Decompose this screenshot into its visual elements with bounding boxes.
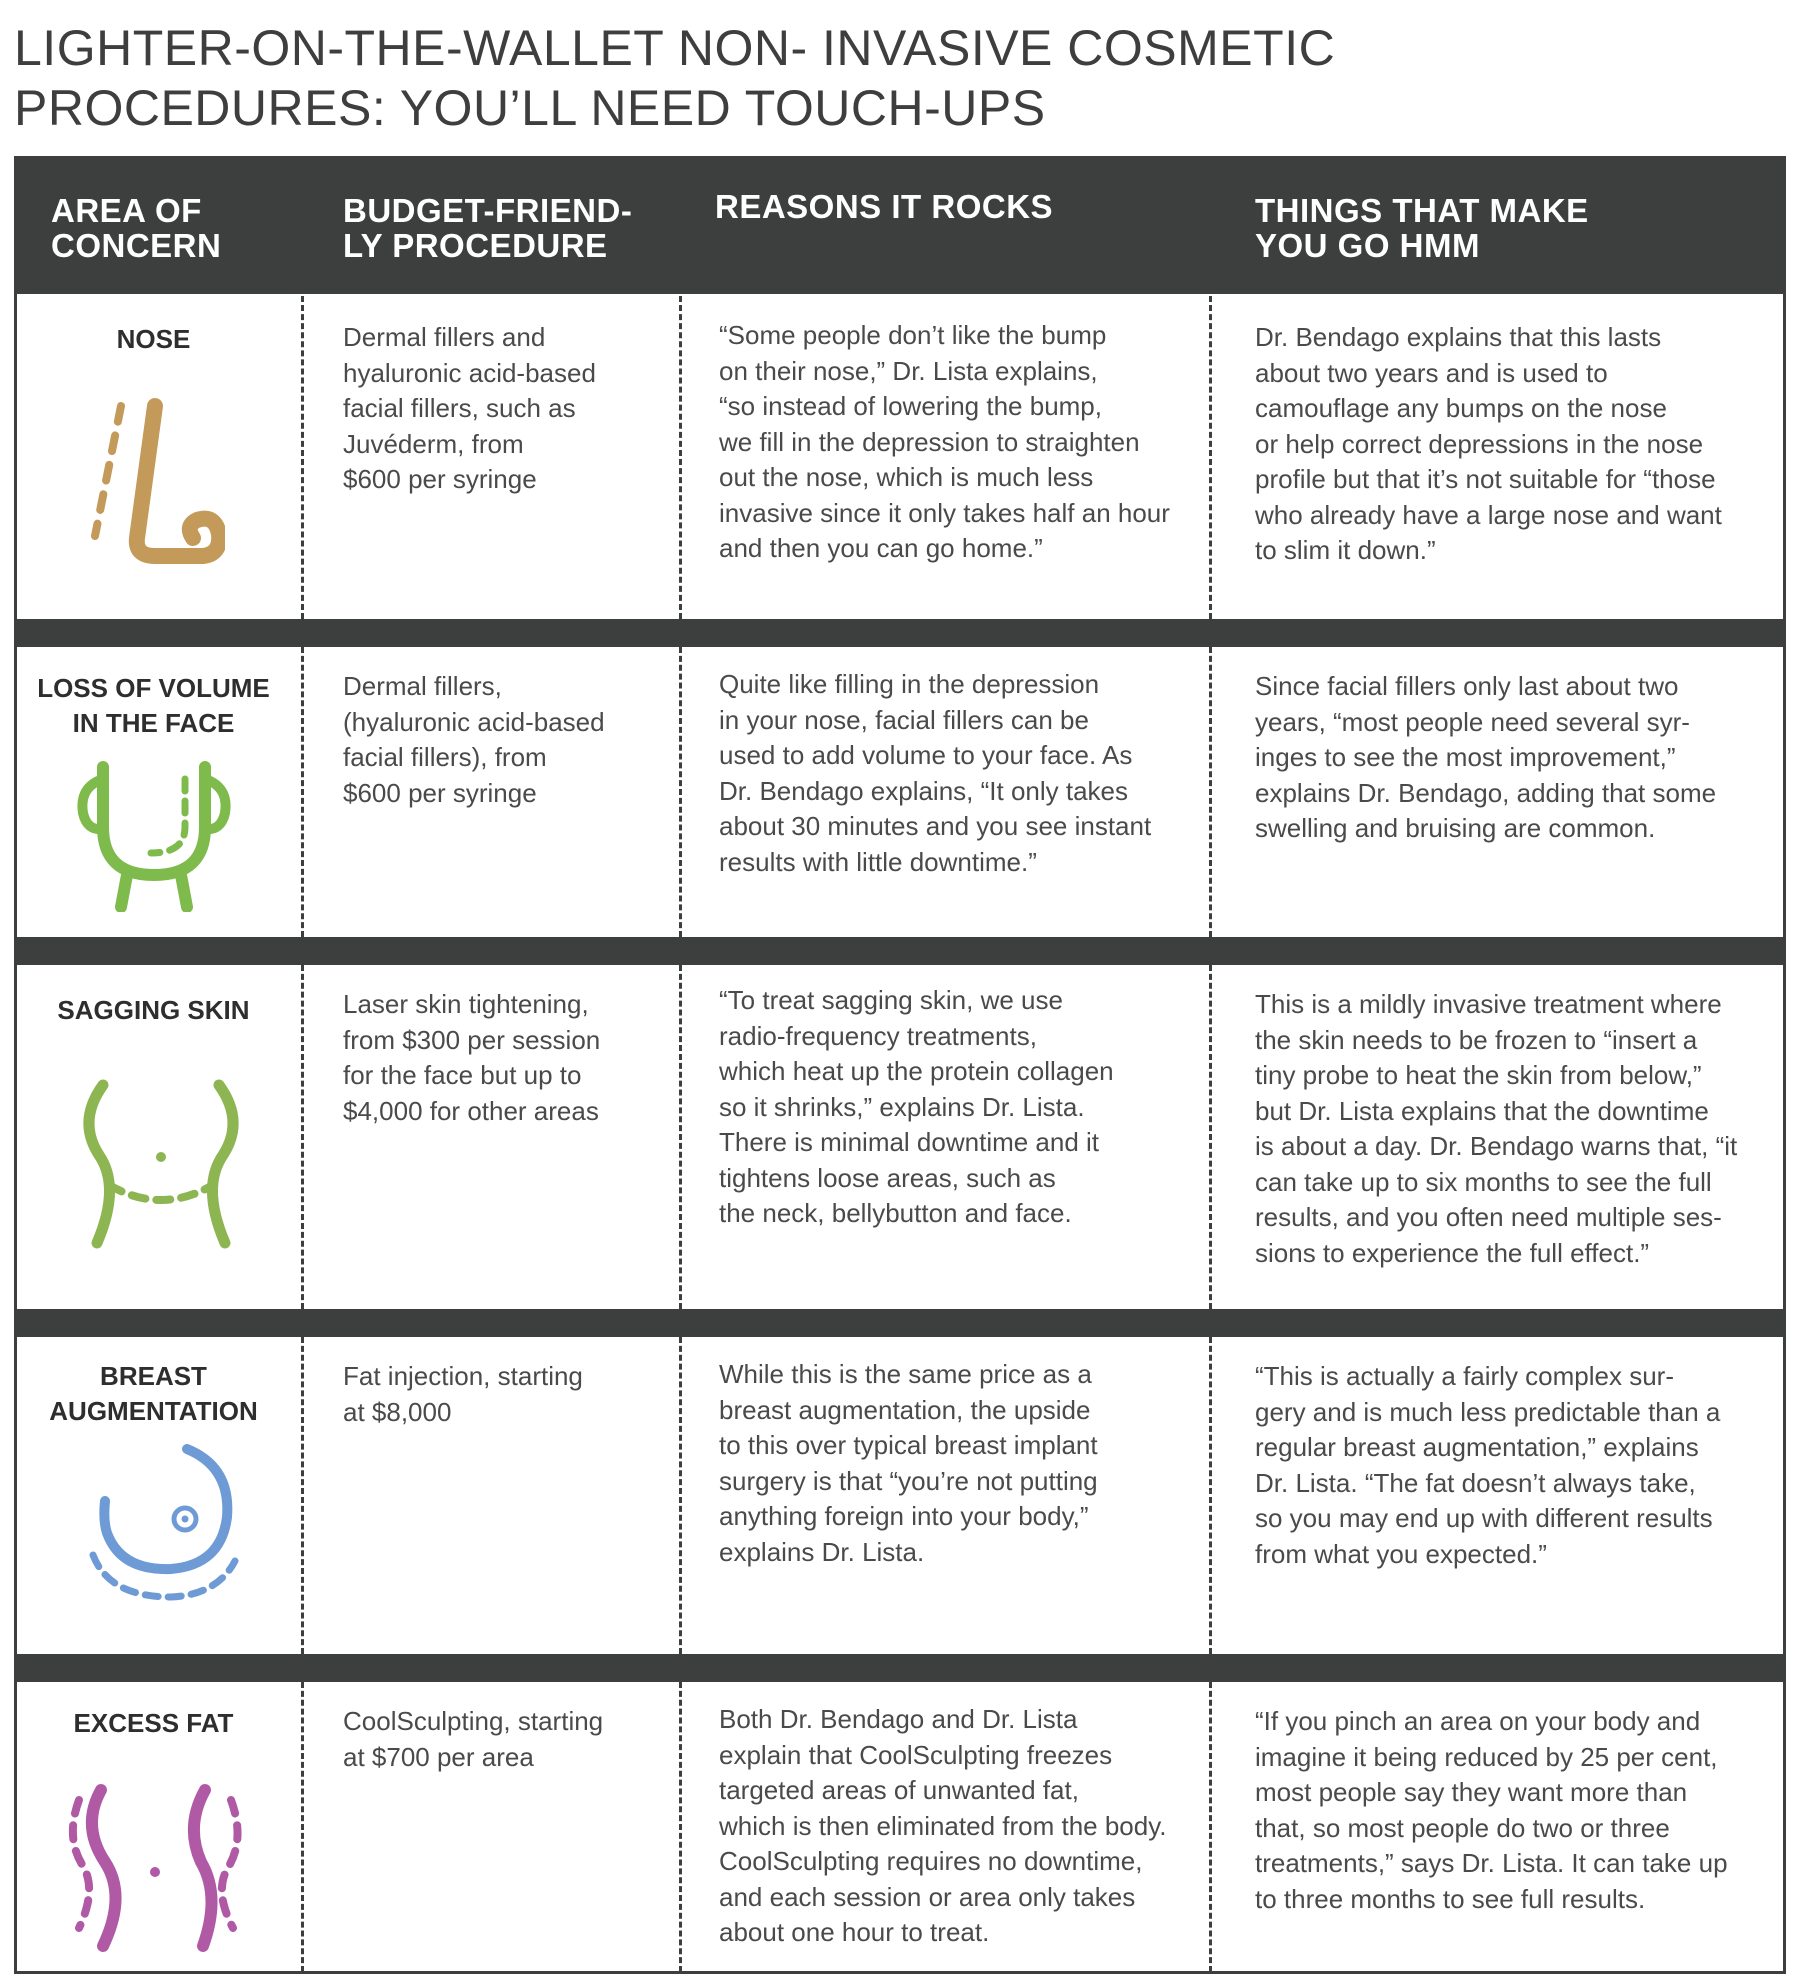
- hmm-cell: Dr. Bendago explains that this lasts about two years and is used to camouflage any bumps on the nose or help correct depressions in the nose profile but that it’s not suitable for “those who already have a large nose and want to slim it down.”: [1255, 322, 1722, 565]
- breast-icon: [77, 1437, 247, 1607]
- area-label: NOSE: [116, 324, 191, 354]
- table-row-breast-augmentation: [17, 1337, 1783, 1654]
- header-reasons-it-rocks: REASONS IT ROCKS: [715, 188, 1054, 225]
- procedure-cell: Fat injection, starting at $8,000: [343, 1361, 583, 1427]
- table-row-nose: [17, 296, 1783, 619]
- reasons-cell: “To treat sagging skin, we use radio-frequency treatments, which heat up the protein collagen so it shrinks,” explains Dr. Lista. There is minimal downtime and it tightens loose areas, such as the neck, bellybutton and face.: [719, 985, 1114, 1228]
- row-separator: [17, 619, 1783, 647]
- hmm-cell: “This is actually a fairly complex sur- gery and is much less predictable than a regular breast augmentation,” explains Dr. Lista. “The fat doesn’t always take, so you may end up with different results from what you expected.”: [1255, 1361, 1721, 1569]
- procedure-cell: Dermal fillers, (hyaluronic acid-based facial fillers), from $600 per syringe: [343, 671, 605, 808]
- page-title: [14, 18, 1514, 138]
- area-label: LOSS OF VOLUME IN THE FACE: [37, 673, 270, 738]
- area-label: SAGGING SKIN: [57, 995, 250, 1025]
- title-line-1: LIGHTER-ON-THE-WALLET NON- INVASIVE COSMETIC: [14, 20, 1336, 76]
- table-row-loss-of-volume: [17, 647, 1783, 937]
- header-area-of-concern: AREA OF CONCERN: [51, 192, 222, 264]
- excess-fat-icon: [57, 1778, 257, 1958]
- reasons-cell: Both Dr. Bendago and Dr. Lista explain that CoolSculpting freezes targeted areas of unwanted fat, which is then eliminated from the body. CoolSculpting requires no downtime, and each session or area only takes about one hour to treat.: [719, 1704, 1167, 1947]
- procedure-cell: Laser skin tightening, from $300 per session for the face but up to $4,000 for other areas: [343, 989, 601, 1126]
- area-label: EXCESS FAT: [73, 1708, 234, 1738]
- table-row-excess-fat: [17, 1682, 1783, 1972]
- procedure-cell: CoolSculpting, starting at $700 per area: [343, 1706, 604, 1772]
- procedure-cell: Dermal fillers and hyaluronic acid-based facial fillers, such as Juvéderm, from $600 per syringe: [343, 322, 596, 494]
- row-separator: [17, 937, 1783, 965]
- sagging-skin-icon: [69, 1075, 249, 1255]
- header-things-hmm: THINGS THAT MAKE YOU GO HMM: [1255, 192, 1589, 264]
- hmm-cell: Since facial fillers only last about two years, “most people need several syr- inges to see the most improvement,” explains Dr. Bendago, adding that some swelling and bruising are common.: [1255, 671, 1717, 843]
- reasons-cell: While this is the same price as a breast augmentation, the upside to this over typical breast implant surgery is that “you’re not putting anything foreign into your body,” explains Dr. Lista.: [719, 1359, 1098, 1567]
- title-line-2: PROCEDURES: YOU’LL NEED TOUCH-UPS: [14, 80, 1046, 136]
- table-header: [17, 159, 1783, 294]
- hmm-cell: This is a mildly invasive treatment where the skin needs to be frozen to “insert a tiny probe to heat the skin from below,” but Dr. Lista explains that the downtime is about a day. Dr. Bendago warns that, “it can take up to six months to see the full results, and you often need multiple ses- sions to experience the full effect.”: [1255, 989, 1738, 1268]
- row-separator: [17, 1309, 1783, 1337]
- procedures-table: [14, 156, 1786, 1974]
- face-volume-icon: [69, 757, 239, 912]
- area-label: BREAST AUGMENTATION: [49, 1361, 258, 1426]
- header-budget-procedure: BUDGET-FRIEND- LY PROCEDURE: [343, 192, 633, 264]
- hmm-cell: “If you pinch an area on your body and imagine it being reduced by 25 per cent, most people say they want more than that, so most people do two or three treatments,” says Dr. Lista. It can take up to three months to see full results.: [1255, 1706, 1728, 1914]
- row-separator: [17, 1654, 1783, 1682]
- reasons-cell: Quite like filling in the depression in your nose, facial fillers can be used to add volume to your face. As Dr. Bendago explains, “It only takes about 30 minutes and you see instant results with little downtime.”: [719, 669, 1152, 877]
- nose-icon: [85, 396, 225, 576]
- table-row-sagging-skin: [17, 965, 1783, 1309]
- reasons-cell: “Some people don’t like the bump on their nose,” Dr. Lista explains, “so instead of lowering the bump, we fill in the depression to straighten out the nose, which is much less invasive since it only takes half an hour and then you can go home.”: [719, 320, 1170, 563]
